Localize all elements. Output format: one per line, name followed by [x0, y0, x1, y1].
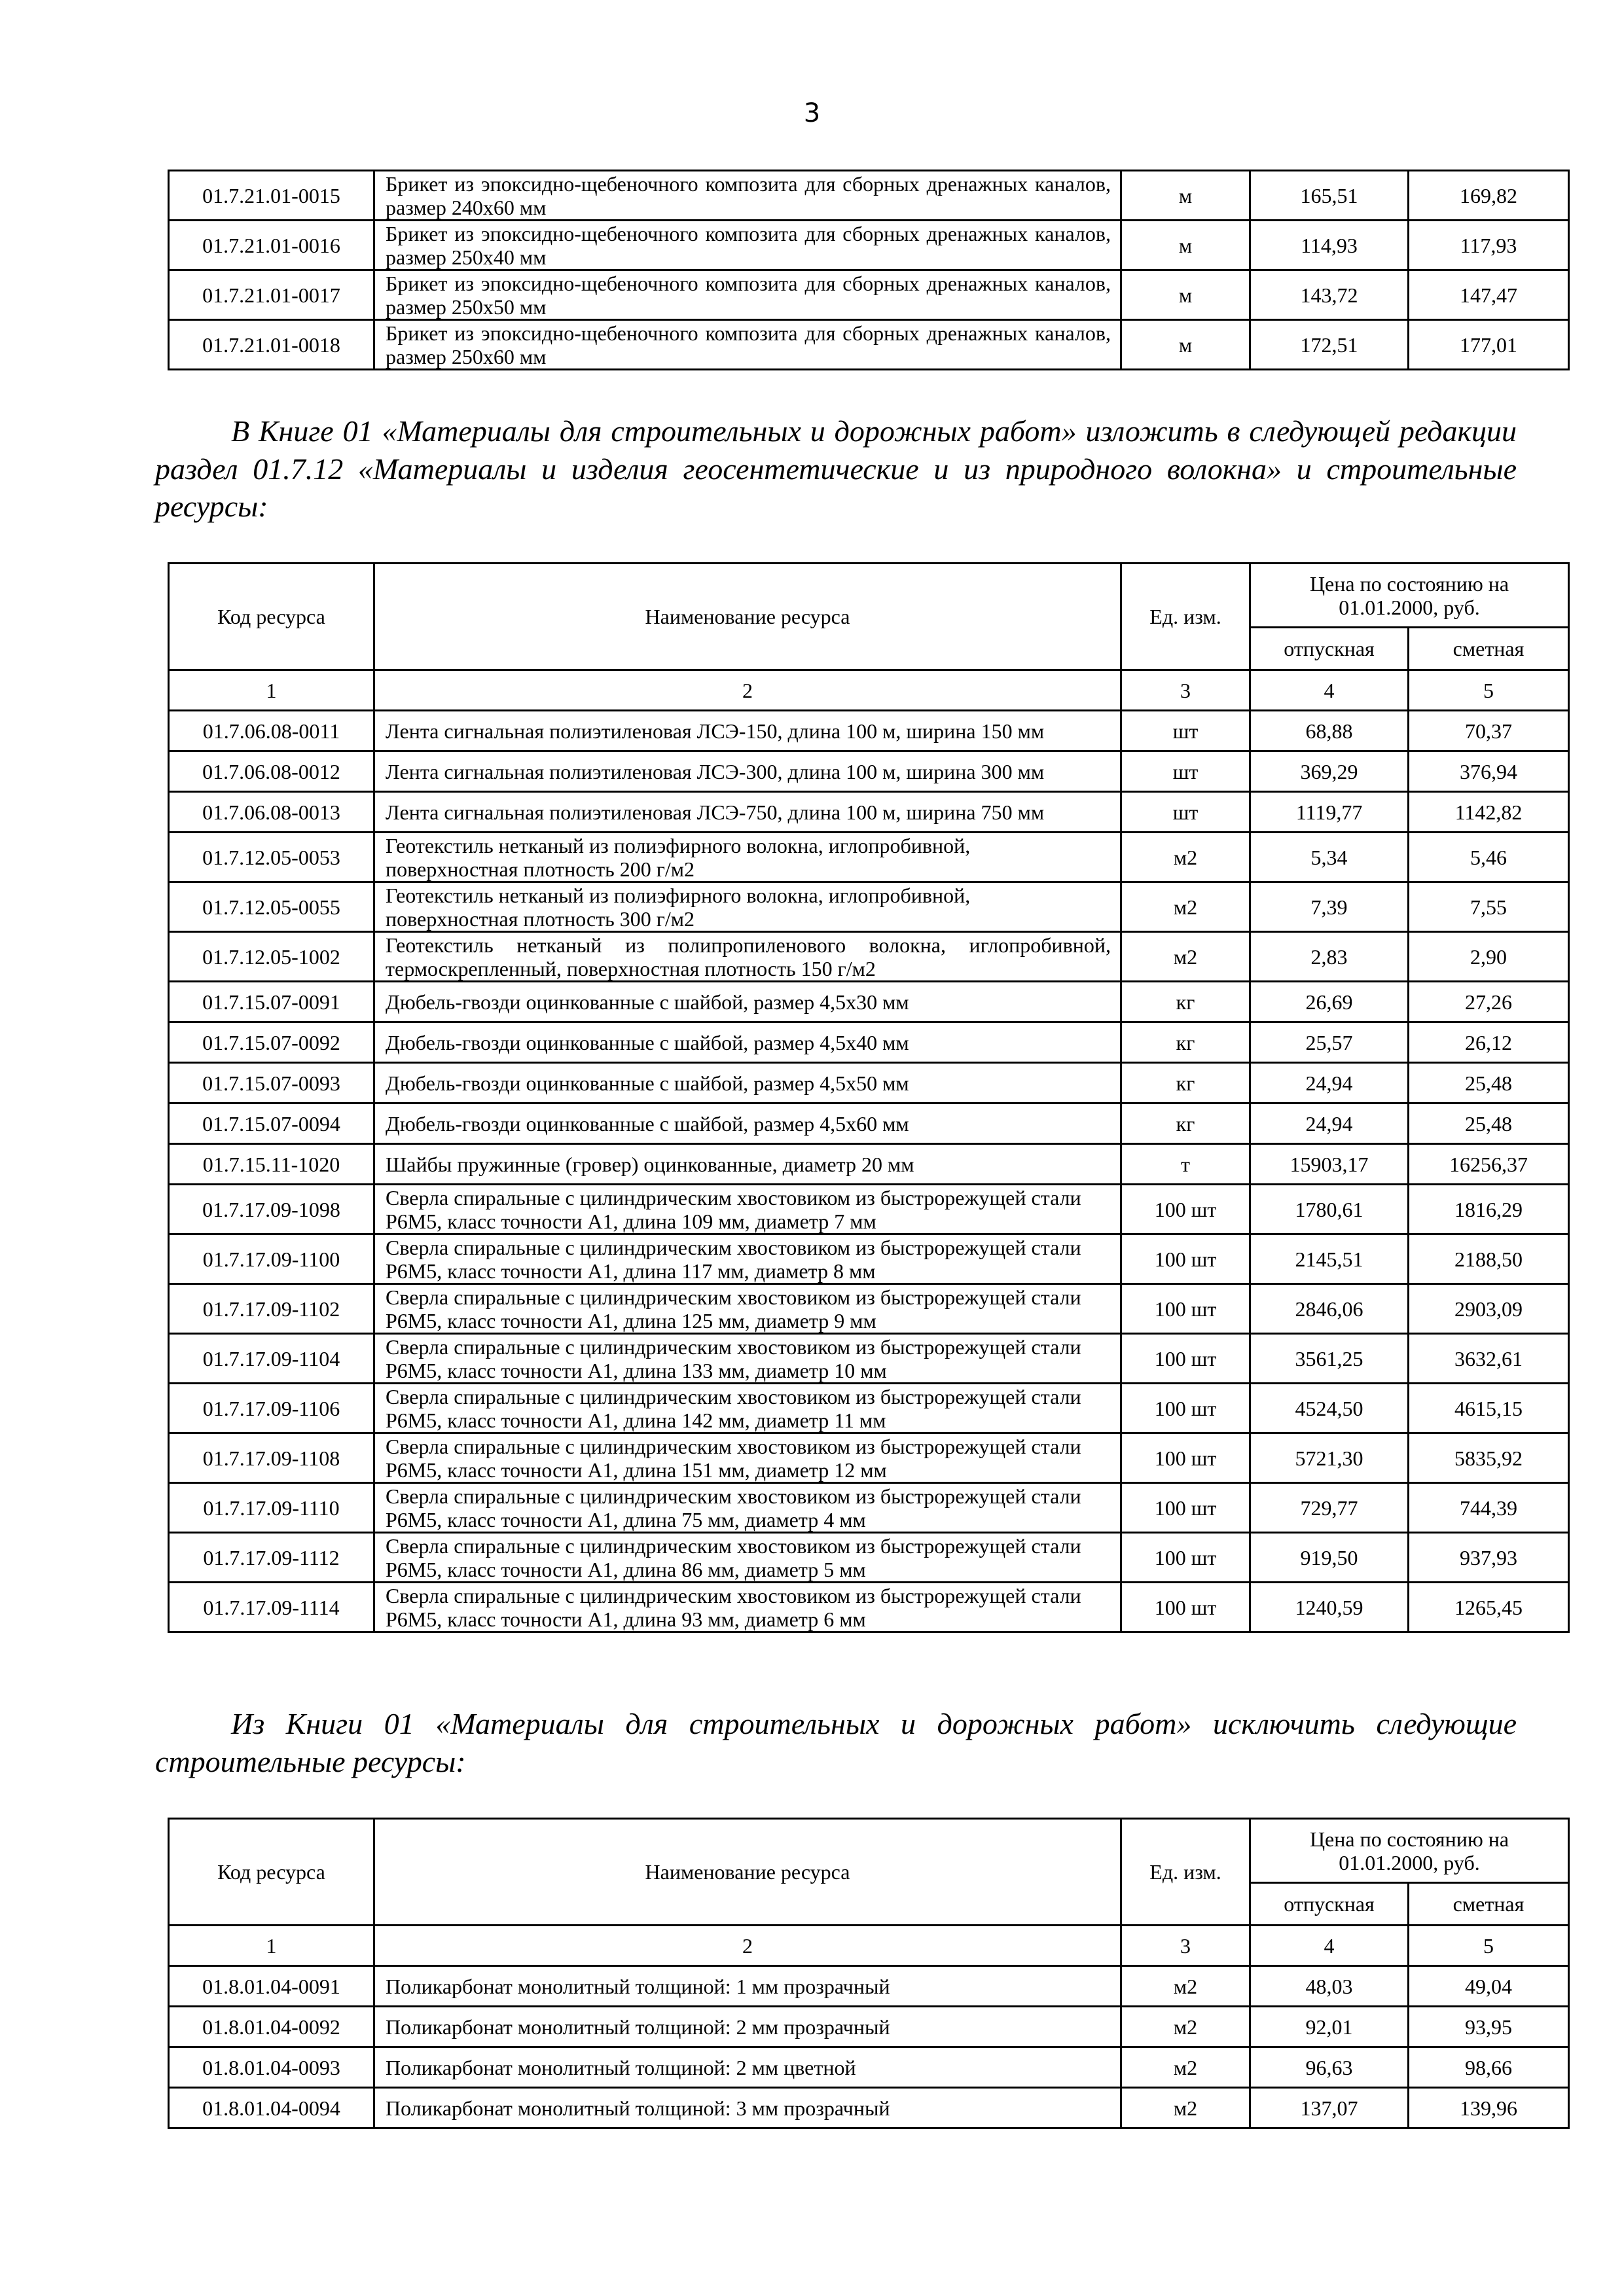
table-row: [169, 2088, 1569, 2128]
unit: м2: [1121, 882, 1250, 932]
header-price-group: Цена по состоянию на 01.01.2000, руб.: [1250, 1819, 1569, 1883]
resource-name: Сверла спиральные с цилиндрическим хвостовиком из быстрорежущей стали Р6М5, класс точности А1, длина 117 мм, диаметр 8 мм: [374, 1234, 1121, 1284]
header-unit: Ед. изм.: [1121, 1819, 1250, 1926]
resource-code: 01.7.21.01-0017: [169, 270, 374, 320]
price-estimate: 25,48: [1409, 1063, 1569, 1103]
resource-name: Сверла спиральные с цилиндрическим хвостовиком из быстрорежущей стали Р6М5, класс точности А1, длина 86 мм, диаметр 5 мм: [374, 1533, 1121, 1583]
resource-name: Геотекстиль нетканый из полиэфирного волокна, иглопробивной, поверхностная плотность 200 г/м2: [374, 833, 1121, 882]
price-estimate: 70,37: [1409, 711, 1569, 751]
table-row: [169, 1533, 1569, 1583]
table-row: [169, 1234, 1569, 1284]
table-row: [169, 1185, 1569, 1234]
price-estimate: 2903,09: [1409, 1284, 1569, 1334]
resource-name: Сверла спиральные с цилиндрическим хвостовиком из быстрорежущей стали Р6М5, класс точности А1, длина 75 мм, диаметр 4 мм: [374, 1483, 1121, 1533]
resource-name: Сверла спиральные с цилиндрическим хвостовиком из быстрорежущей стали Р6М5, класс точности А1, длина 109 мм, диаметр 7 мм: [374, 1185, 1121, 1234]
unit: м2: [1121, 833, 1250, 882]
unit: кг: [1121, 1103, 1250, 1144]
column-number: 1: [169, 1926, 374, 1966]
column-number: 5: [1409, 670, 1569, 711]
table-row: [169, 1063, 1569, 1103]
resource-code: 01.7.15.07-0091: [169, 982, 374, 1022]
resource-code: 01.7.17.09-1106: [169, 1384, 374, 1433]
resource-name: Сверла спиральные с цилиндрическим хвостовиком из быстрорежущей стали Р6М5, класс точности А1, длина 151 мм, диаметр 12 мм: [374, 1433, 1121, 1483]
resource-name: Шайбы пружинные (гровер) оцинкованные, диаметр 20 мм: [374, 1144, 1121, 1185]
column-number: 4: [1250, 670, 1409, 711]
column-number: 4: [1250, 1926, 1409, 1966]
price-release: 114,93: [1250, 221, 1409, 270]
resource-code: 01.7.17.09-1100: [169, 1234, 374, 1284]
header-code: Код ресурса: [169, 564, 374, 670]
resource-code: 01.8.01.04-0093: [169, 2047, 374, 2088]
resource-code: 01.7.21.01-0018: [169, 320, 374, 370]
price-estimate: 26,12: [1409, 1022, 1569, 1063]
price-release: 24,94: [1250, 1063, 1409, 1103]
resource-code: 01.7.17.09-1110: [169, 1483, 374, 1533]
unit: м2: [1121, 2088, 1250, 2128]
price-release: 5,34: [1250, 833, 1409, 882]
unit: 100 шт: [1121, 1583, 1250, 1632]
price-release: 369,29: [1250, 751, 1409, 792]
table-row: [169, 1103, 1569, 1144]
resource-name: Поликарбонат монолитный толщиной: 3 мм прозрачный: [374, 2088, 1121, 2128]
resource-name: Поликарбонат монолитный толщиной: 2 мм цветной: [374, 2047, 1121, 2088]
resource-name: Дюбель-гвозди оцинкованные с шайбой, размер 4,5х30 мм: [374, 982, 1121, 1022]
price-estimate: 5835,92: [1409, 1433, 1569, 1483]
resource-code: 01.7.15.11-1020: [169, 1144, 374, 1185]
table-row: [169, 1022, 1569, 1063]
instruction-paragraph-exclude: [155, 1705, 1517, 1780]
resource-code: 01.7.12.05-0055: [169, 882, 374, 932]
table-updated-resources: [168, 562, 1570, 1633]
resource-name: Дюбель-гвозди оцинкованные с шайбой, размер 4,5х40 мм: [374, 1022, 1121, 1063]
unit: кг: [1121, 1022, 1250, 1063]
table-continuation: [168, 170, 1570, 370]
price-release: 165,51: [1250, 171, 1409, 221]
table-row: [169, 1144, 1569, 1185]
price-estimate: 744,39: [1409, 1483, 1569, 1533]
unit: м: [1121, 221, 1250, 270]
price-estimate: 16256,37: [1409, 1144, 1569, 1185]
resource-name: Брикет из эпоксидно-щебеночного композита для сборных дренажных каналов, размер 240х60 мм: [374, 171, 1121, 221]
header-name: Наименование ресурса: [374, 564, 1121, 670]
table-row: [169, 1583, 1569, 1632]
resource-name: Поликарбонат монолитный толщиной: 2 мм прозрачный: [374, 2007, 1121, 2047]
price-estimate: 49,04: [1409, 1966, 1569, 2007]
table-row: [169, 932, 1569, 982]
resource-code: 01.7.15.07-0092: [169, 1022, 374, 1063]
unit: 100 шт: [1121, 1384, 1250, 1433]
resource-code: 01.7.21.01-0015: [169, 171, 374, 221]
header-price-group: Цена по состоянию на 01.01.2000, руб.: [1250, 564, 1569, 628]
resource-code: 01.7.15.07-0093: [169, 1063, 374, 1103]
price-estimate: 93,95: [1409, 2007, 1569, 2047]
price-release: 15903,17: [1250, 1144, 1409, 1185]
resource-code: 01.7.17.09-1114: [169, 1583, 374, 1632]
unit: 100 шт: [1121, 1334, 1250, 1384]
unit: 100 шт: [1121, 1234, 1250, 1284]
price-estimate: 937,93: [1409, 1533, 1569, 1583]
table-row: [169, 982, 1569, 1022]
resource-name: Сверла спиральные с цилиндрическим хвостовиком из быстрорежущей стали Р6М5, класс точности А1, длина 142 мм, диаметр 11 мм: [374, 1384, 1121, 1433]
header-price-estimate: сметная: [1409, 1883, 1569, 1926]
resource-name: Сверла спиральные с цилиндрическим хвостовиком из быстрорежущей стали Р6М5, класс точности А1, длина 133 мм, диаметр 10 мм: [374, 1334, 1121, 1384]
table-row: [169, 221, 1569, 270]
unit: м2: [1121, 932, 1250, 982]
table-row: [169, 1433, 1569, 1483]
header-price-release: отпускная: [1250, 628, 1409, 670]
price-release: 7,39: [1250, 882, 1409, 932]
unit: кг: [1121, 982, 1250, 1022]
unit: шт: [1121, 711, 1250, 751]
price-estimate: 1142,82: [1409, 792, 1569, 833]
price-release: 68,88: [1250, 711, 1409, 751]
price-estimate: 7,55: [1409, 882, 1569, 932]
unit: 100 шт: [1121, 1284, 1250, 1334]
header-name: Наименование ресурса: [374, 1819, 1121, 1926]
resource-code: 01.7.17.09-1104: [169, 1334, 374, 1384]
resource-name: Брикет из эпоксидно-щебеночного композита для сборных дренажных каналов, размер 250х50 мм: [374, 270, 1121, 320]
resource-code: 01.7.15.07-0094: [169, 1103, 374, 1144]
unit: м2: [1121, 2047, 1250, 2088]
resource-name: Геотекстиль нетканый из полипропиленового волокна, иглопробивной, термоскрепленный, поверхностная плотность 150 г/м2: [374, 932, 1121, 982]
header-unit: Ед. изм.: [1121, 564, 1250, 670]
table-row: [169, 1284, 1569, 1334]
header-price-release: отпускная: [1250, 1883, 1409, 1926]
price-estimate: 2,90: [1409, 932, 1569, 982]
unit: 100 шт: [1121, 1433, 1250, 1483]
price-estimate: 3632,61: [1409, 1334, 1569, 1384]
resource-name: Лента сигнальная полиэтиленовая ЛСЭ-750, длина 100 м, ширина 750 мм: [374, 792, 1121, 833]
table-row: [169, 1966, 1569, 2007]
resource-name: Дюбель-гвозди оцинкованные с шайбой, размер 4,5х50 мм: [374, 1063, 1121, 1103]
price-release: 25,57: [1250, 1022, 1409, 1063]
resource-name: Поликарбонат монолитный толщиной: 1 мм прозрачный: [374, 1966, 1121, 2007]
table-row: [169, 1384, 1569, 1433]
price-estimate: 25,48: [1409, 1103, 1569, 1144]
resource-code: 01.8.01.04-0092: [169, 2007, 374, 2047]
table-row: [169, 171, 1569, 221]
price-estimate: 117,93: [1409, 221, 1569, 270]
unit: шт: [1121, 792, 1250, 833]
price-release: 24,94: [1250, 1103, 1409, 1144]
price-release: 729,77: [1250, 1483, 1409, 1533]
price-release: 26,69: [1250, 982, 1409, 1022]
price-release: 2145,51: [1250, 1234, 1409, 1284]
resource-code: 01.7.17.09-1098: [169, 1185, 374, 1234]
price-release: 3561,25: [1250, 1334, 1409, 1384]
unit: 100 шт: [1121, 1483, 1250, 1533]
column-number: 2: [374, 670, 1121, 711]
price-release: 1240,59: [1250, 1583, 1409, 1632]
column-number: 3: [1121, 670, 1250, 711]
unit: т: [1121, 1144, 1250, 1185]
unit: м2: [1121, 2007, 1250, 2047]
price-estimate: 139,96: [1409, 2088, 1569, 2128]
table-row: [169, 2007, 1569, 2047]
resource-code: 01.8.01.04-0091: [169, 1966, 374, 2007]
resource-name: Дюбель-гвозди оцинкованные с шайбой, размер 4,5х60 мм: [374, 1103, 1121, 1144]
header-code: Код ресурса: [169, 1819, 374, 1926]
table-row: [169, 751, 1569, 792]
price-release: 172,51: [1250, 320, 1409, 370]
price-estimate: 1816,29: [1409, 1185, 1569, 1234]
unit: м: [1121, 270, 1250, 320]
price-release: 1119,77: [1250, 792, 1409, 833]
instruction-paragraph-edit: [155, 412, 1517, 526]
paragraph-text: Из Книги 01 «Материалы для строительных и дорожных работ» исключить следующие строительные ресурсы:: [155, 1707, 1517, 1778]
price-release: 92,01: [1250, 2007, 1409, 2047]
price-estimate: 376,94: [1409, 751, 1569, 792]
resource-name: Брикет из эпоксидно-щебеночного композита для сборных дренажных каналов, размер 250х40 мм: [374, 221, 1121, 270]
price-release: 2,83: [1250, 932, 1409, 982]
price-estimate: 177,01: [1409, 320, 1569, 370]
resource-name: Сверла спиральные с цилиндрическим хвостовиком из быстрорежущей стали Р6М5, класс точности А1, длина 125 мм, диаметр 9 мм: [374, 1284, 1121, 1334]
table-row: [169, 2047, 1569, 2088]
resource-code: 01.7.06.08-0013: [169, 792, 374, 833]
price-release: 48,03: [1250, 1966, 1409, 2007]
resource-name: Лента сигнальная полиэтиленовая ЛСЭ-150, длина 100 м, ширина 150 мм: [374, 711, 1121, 751]
price-release: 2846,06: [1250, 1284, 1409, 1334]
table-row: [169, 1334, 1569, 1384]
resource-name: Брикет из эпоксидно-щебеночного композита для сборных дренажных каналов, размер 250х60 мм: [374, 320, 1121, 370]
resource-name: Сверла спиральные с цилиндрическим хвостовиком из быстрорежущей стали Р6М5, класс точности А1, длина 93 мм, диаметр 6 мм: [374, 1583, 1121, 1632]
price-estimate: 98,66: [1409, 2047, 1569, 2088]
column-number: 1: [169, 670, 374, 711]
unit: м: [1121, 320, 1250, 370]
table-row: [169, 792, 1569, 833]
unit: м: [1121, 171, 1250, 221]
price-release: 137,07: [1250, 2088, 1409, 2128]
unit: шт: [1121, 751, 1250, 792]
price-estimate: 147,47: [1409, 270, 1569, 320]
resource-code: 01.7.17.09-1112: [169, 1533, 374, 1583]
resource-code: 01.8.01.04-0094: [169, 2088, 374, 2128]
price-estimate: 4615,15: [1409, 1384, 1569, 1433]
price-estimate: 5,46: [1409, 833, 1569, 882]
table-row: [169, 711, 1569, 751]
resource-name: Геотекстиль нетканый из полиэфирного волокна, иглопробивной, поверхностная плотность 300 г/м2: [374, 882, 1121, 932]
price-estimate: 27,26: [1409, 982, 1569, 1022]
table-excluded-resources: [168, 1818, 1570, 2129]
price-release: 96,63: [1250, 2047, 1409, 2088]
unit: 100 шт: [1121, 1185, 1250, 1234]
resource-code: 01.7.12.05-0053: [169, 833, 374, 882]
resource-code: 01.7.17.09-1108: [169, 1433, 374, 1483]
price-release: 5721,30: [1250, 1433, 1409, 1483]
price-release: 4524,50: [1250, 1384, 1409, 1433]
unit: 100 шт: [1121, 1533, 1250, 1583]
unit: кг: [1121, 1063, 1250, 1103]
table-row: [169, 1483, 1569, 1533]
price-estimate: 1265,45: [1409, 1583, 1569, 1632]
column-number: 3: [1121, 1926, 1250, 1966]
table-row: [169, 270, 1569, 320]
price-release: 1780,61: [1250, 1185, 1409, 1234]
page-number: 3: [803, 98, 821, 128]
table-row: [169, 320, 1569, 370]
resource-code: 01.7.21.01-0016: [169, 221, 374, 270]
price-release: 919,50: [1250, 1533, 1409, 1583]
header-price-estimate: сметная: [1409, 628, 1569, 670]
price-release: 143,72: [1250, 270, 1409, 320]
resource-code: 01.7.06.08-0011: [169, 711, 374, 751]
table-row: [169, 833, 1569, 882]
price-estimate: 2188,50: [1409, 1234, 1569, 1284]
resource-code: 01.7.17.09-1102: [169, 1284, 374, 1334]
column-number: 5: [1409, 1926, 1569, 1966]
resource-code: 01.7.12.05-1002: [169, 932, 374, 982]
price-estimate: 169,82: [1409, 171, 1569, 221]
unit: м2: [1121, 1966, 1250, 2007]
paragraph-text: В Книге 01 «Материалы для строительных и дорожных работ» изложить в следующей редакции раздел 01.7.12 «Материалы и изделия геосентетические и из природного волокна» и строительные ресурсы:: [155, 414, 1517, 523]
resource-name: Лента сигнальная полиэтиленовая ЛСЭ-300, длина 100 м, ширина 300 мм: [374, 751, 1121, 792]
column-number: 2: [374, 1926, 1121, 1966]
table-row: [169, 882, 1569, 932]
resource-code: 01.7.06.08-0012: [169, 751, 374, 792]
